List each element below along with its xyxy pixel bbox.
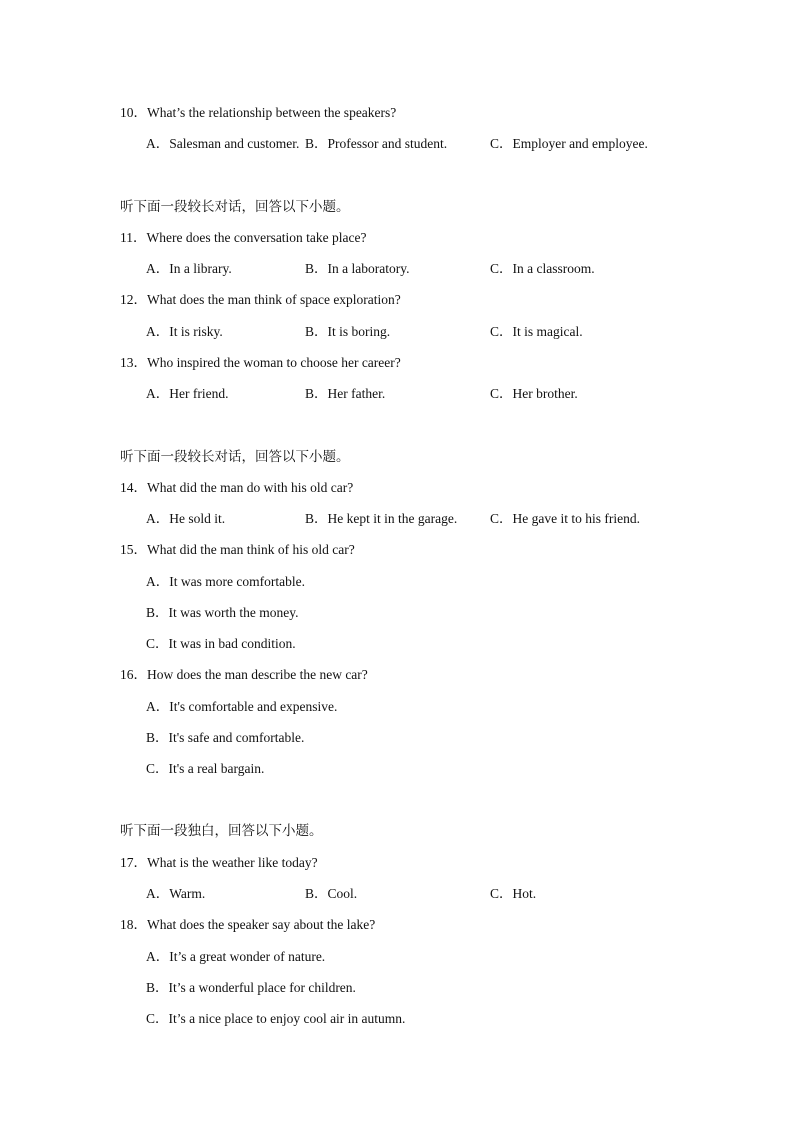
- section-heading-2: 听下面一段较长对话，回答以下小题。: [120, 449, 350, 464]
- question-10: 10．What’s the relationship between the speakers?: [120, 105, 397, 120]
- q10-option-a: A．Salesman and customer.: [146, 136, 300, 151]
- q11-option-a: A．In a library.: [146, 261, 232, 276]
- q15-option-b: B．It was worth the money.: [146, 605, 299, 620]
- q17-option-b: B．Cool.: [305, 886, 358, 901]
- q13-option-c: C．Her brother.: [490, 386, 578, 401]
- q11-option-c: C．In a classroom.: [490, 261, 595, 276]
- question-14: 14．What did the man do with his old car?: [120, 480, 354, 495]
- q12-option-b: B．It is boring.: [305, 324, 391, 339]
- q14-option-c: C．He gave it to his friend.: [490, 511, 640, 526]
- q13-option-a: A．Her friend.: [146, 386, 229, 401]
- q11-option-b: B．In a laboratory.: [305, 261, 410, 276]
- q16-option-c: C．It's a real bargain.: [146, 761, 265, 776]
- q14-option-a: A．He sold it.: [146, 511, 226, 526]
- q16-option-a: A．It's comfortable and expensive.: [146, 699, 338, 714]
- question-13: 13．Who inspired the woman to choose her career?: [120, 355, 401, 370]
- q17-option-a: A．Warm.: [146, 886, 206, 901]
- q13-option-b: B．Her father.: [305, 386, 386, 401]
- question-17: 17．What is the weather like today?: [120, 855, 318, 870]
- q15-option-a: A．It was more comfortable.: [146, 574, 305, 589]
- q10-option-b: B．Professor and student.: [305, 136, 448, 151]
- question-15: 15．What did the man think of his old car?: [120, 542, 355, 557]
- question-16: 16．How does the man describe the new car?: [120, 667, 368, 682]
- q10-option-c: C．Employer and employee.: [490, 136, 648, 151]
- q15-option-c: C．It was in bad condition.: [146, 636, 296, 651]
- q18-option-c: C．It’s a nice place to enjoy cool air in autumn.: [146, 1011, 406, 1026]
- section-heading-3: 听下面一段独白，回答以下小题。: [120, 823, 323, 838]
- q18-option-b: B．It’s a wonderful place for children.: [146, 980, 356, 995]
- q17-option-c: C．Hot.: [490, 886, 537, 901]
- q14-option-b: B．He kept it in the garage.: [305, 511, 458, 526]
- question-12: 12．What does the man think of space exploration?: [120, 292, 401, 307]
- q16-option-b: B．It's safe and comfortable.: [146, 730, 305, 745]
- q18-option-a: A．It’s a great wonder of nature.: [146, 949, 326, 964]
- question-11: 11．Where does the conversation take place?: [120, 230, 367, 245]
- section-heading-1: 听下面一段较长对话，回答以下小题。: [120, 199, 350, 214]
- q12-option-c: C．It is magical.: [490, 324, 583, 339]
- q12-option-a: A．It is risky.: [146, 324, 223, 339]
- question-18: 18．What does the speaker say about the lake?: [120, 917, 376, 932]
